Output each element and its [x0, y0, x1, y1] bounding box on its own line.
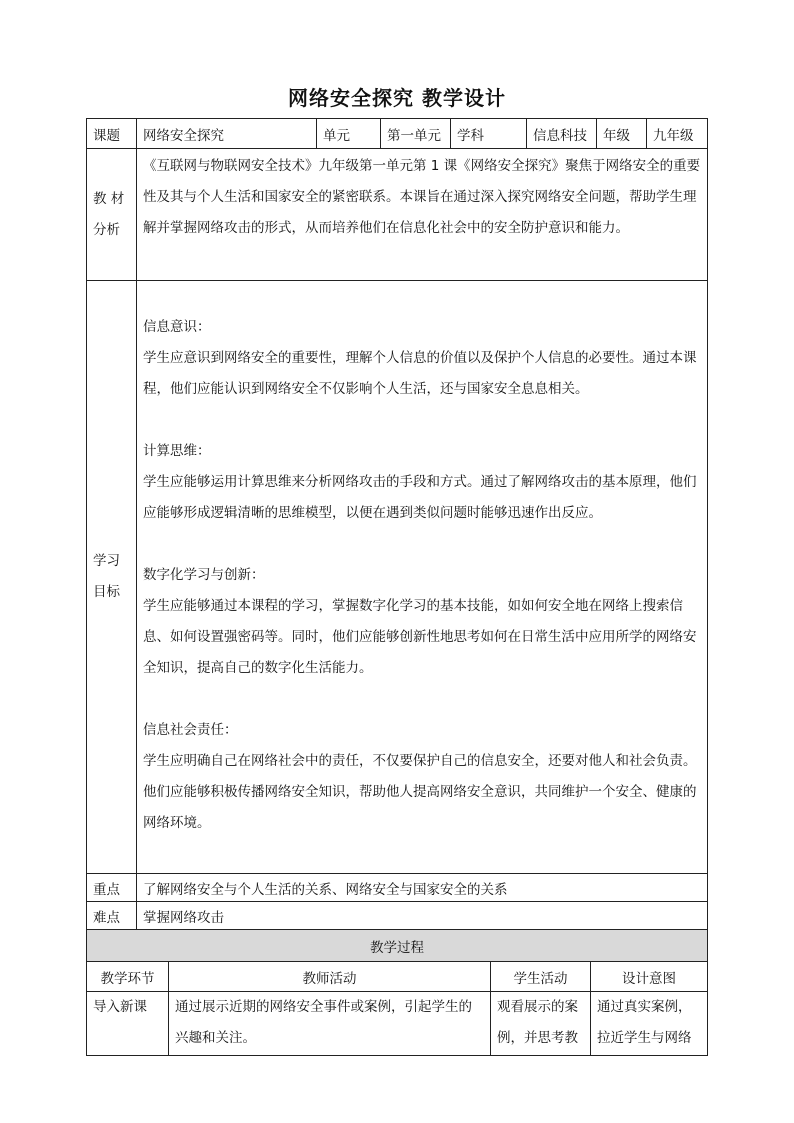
- material-row: [87, 149, 708, 281]
- material-label-line1: 教 材: [93, 190, 125, 207]
- column-header: 设计意图: [591, 962, 708, 992]
- objectives-label: [87, 281, 137, 874]
- key-point-text: 了解网络安全与个人生活的关系、网络安全与国家安全的关系: [137, 874, 708, 902]
- objective-heading: 计算思维：: [143, 443, 211, 459]
- design-intent-cell: 通过真实案例，拉近学生与网络: [591, 992, 708, 1056]
- difficulty-label: 难点: [87, 902, 137, 930]
- lesson-info-table: [86, 118, 708, 930]
- document-title: 网络安全探究 教学设计: [288, 86, 506, 110]
- difficulty-row: [87, 902, 708, 930]
- material-text-cell: [137, 149, 708, 281]
- process-title-row: [87, 930, 708, 962]
- unit-label: 单元: [317, 119, 381, 149]
- objectives-label-line1: 学习: [93, 553, 120, 569]
- objectives-text-cell: [137, 281, 708, 874]
- objective-heading: 信息社会责任：: [143, 722, 238, 738]
- key-point-label: 重点: [87, 874, 137, 902]
- material-label-line2: 分析: [93, 221, 120, 238]
- objective-text: 学生应明确自己在网络社会中的责任，不仅要保护自己的信息安全，还要对他人和社会负责。他们应能够积极传播网络安全知识，帮助他人提高网络安全意识，共同维护一个安全、健康的网络环境。: [143, 753, 697, 831]
- subject-label: 学科: [451, 119, 527, 149]
- objective-text: 学生应能够运用计算思维来分析网络攻击的手段和方式。通过了解网络攻击的基本原理，他们应能够形成逻辑清晰的思维模型，以便在遇到类似问题时能够迅速作出反应。: [143, 474, 697, 521]
- column-header: 教师活动: [169, 962, 491, 992]
- grade-label: 年级: [597, 119, 647, 149]
- subject-value: 信息科技: [527, 119, 597, 149]
- table-row: [87, 992, 708, 1056]
- column-header: 学生活动: [491, 962, 591, 992]
- key-point-row: [87, 874, 708, 902]
- stage-cell: 导入新课: [87, 992, 169, 1056]
- process-title: 教学过程: [87, 930, 708, 962]
- teaching-process-table: [86, 929, 708, 1056]
- objective-heading: 数字化学习与创新：: [143, 567, 265, 583]
- objective-text: 学生应意识到网络安全的重要性，理解个人信息的价值以及保护个人信息的必要性。通过本课程，他们应能认识到网络安全不仅影响个人生活，还与国家安全息息相关。: [143, 350, 697, 397]
- process-header-row: [87, 962, 708, 992]
- topic-value: 网络安全探究: [137, 119, 317, 149]
- column-header: 教学环节: [87, 962, 169, 992]
- teacher-activity-cell: 通过展示近期的网络安全事件或案例，引起学生的兴趣和关注。: [169, 992, 491, 1056]
- header-row: [87, 119, 708, 149]
- topic-label: 课题: [87, 119, 137, 149]
- student-activity-cell: 观看展示的案例，并思考教: [491, 992, 591, 1056]
- objective-heading: 信息意识：: [143, 319, 211, 335]
- objective-text: 学生应能够通过本课程的学习，掌握数字化学习的基本技能，如如何安全地在网络上搜索信息、如何设置强密码等。同时，他们应能够创新性地思考如何在日常生活中应用所学的网络安全知识，提高自己的数字化生活能力。: [143, 598, 697, 676]
- material-text: 《互联网与物联网安全技术》九年级第一单元第 1 课《网络安全探究》聚焦于网络安全的重要性及其与个人生活和国家安全的紧密联系。本课旨在通过深入探究网络安全问题，帮助学生理解并掌握网络攻击的形式，从而培养他们在信息化社会中的安全防护意识和能力。: [143, 158, 701, 236]
- objectives-row: [87, 281, 708, 874]
- objectives-label-line2: 目标: [93, 584, 120, 600]
- grade-value: 九年级: [647, 119, 708, 149]
- material-label: [87, 149, 137, 281]
- difficulty-text: 掌握网络攻击: [137, 902, 708, 930]
- unit-value: 第一单元: [381, 119, 451, 149]
